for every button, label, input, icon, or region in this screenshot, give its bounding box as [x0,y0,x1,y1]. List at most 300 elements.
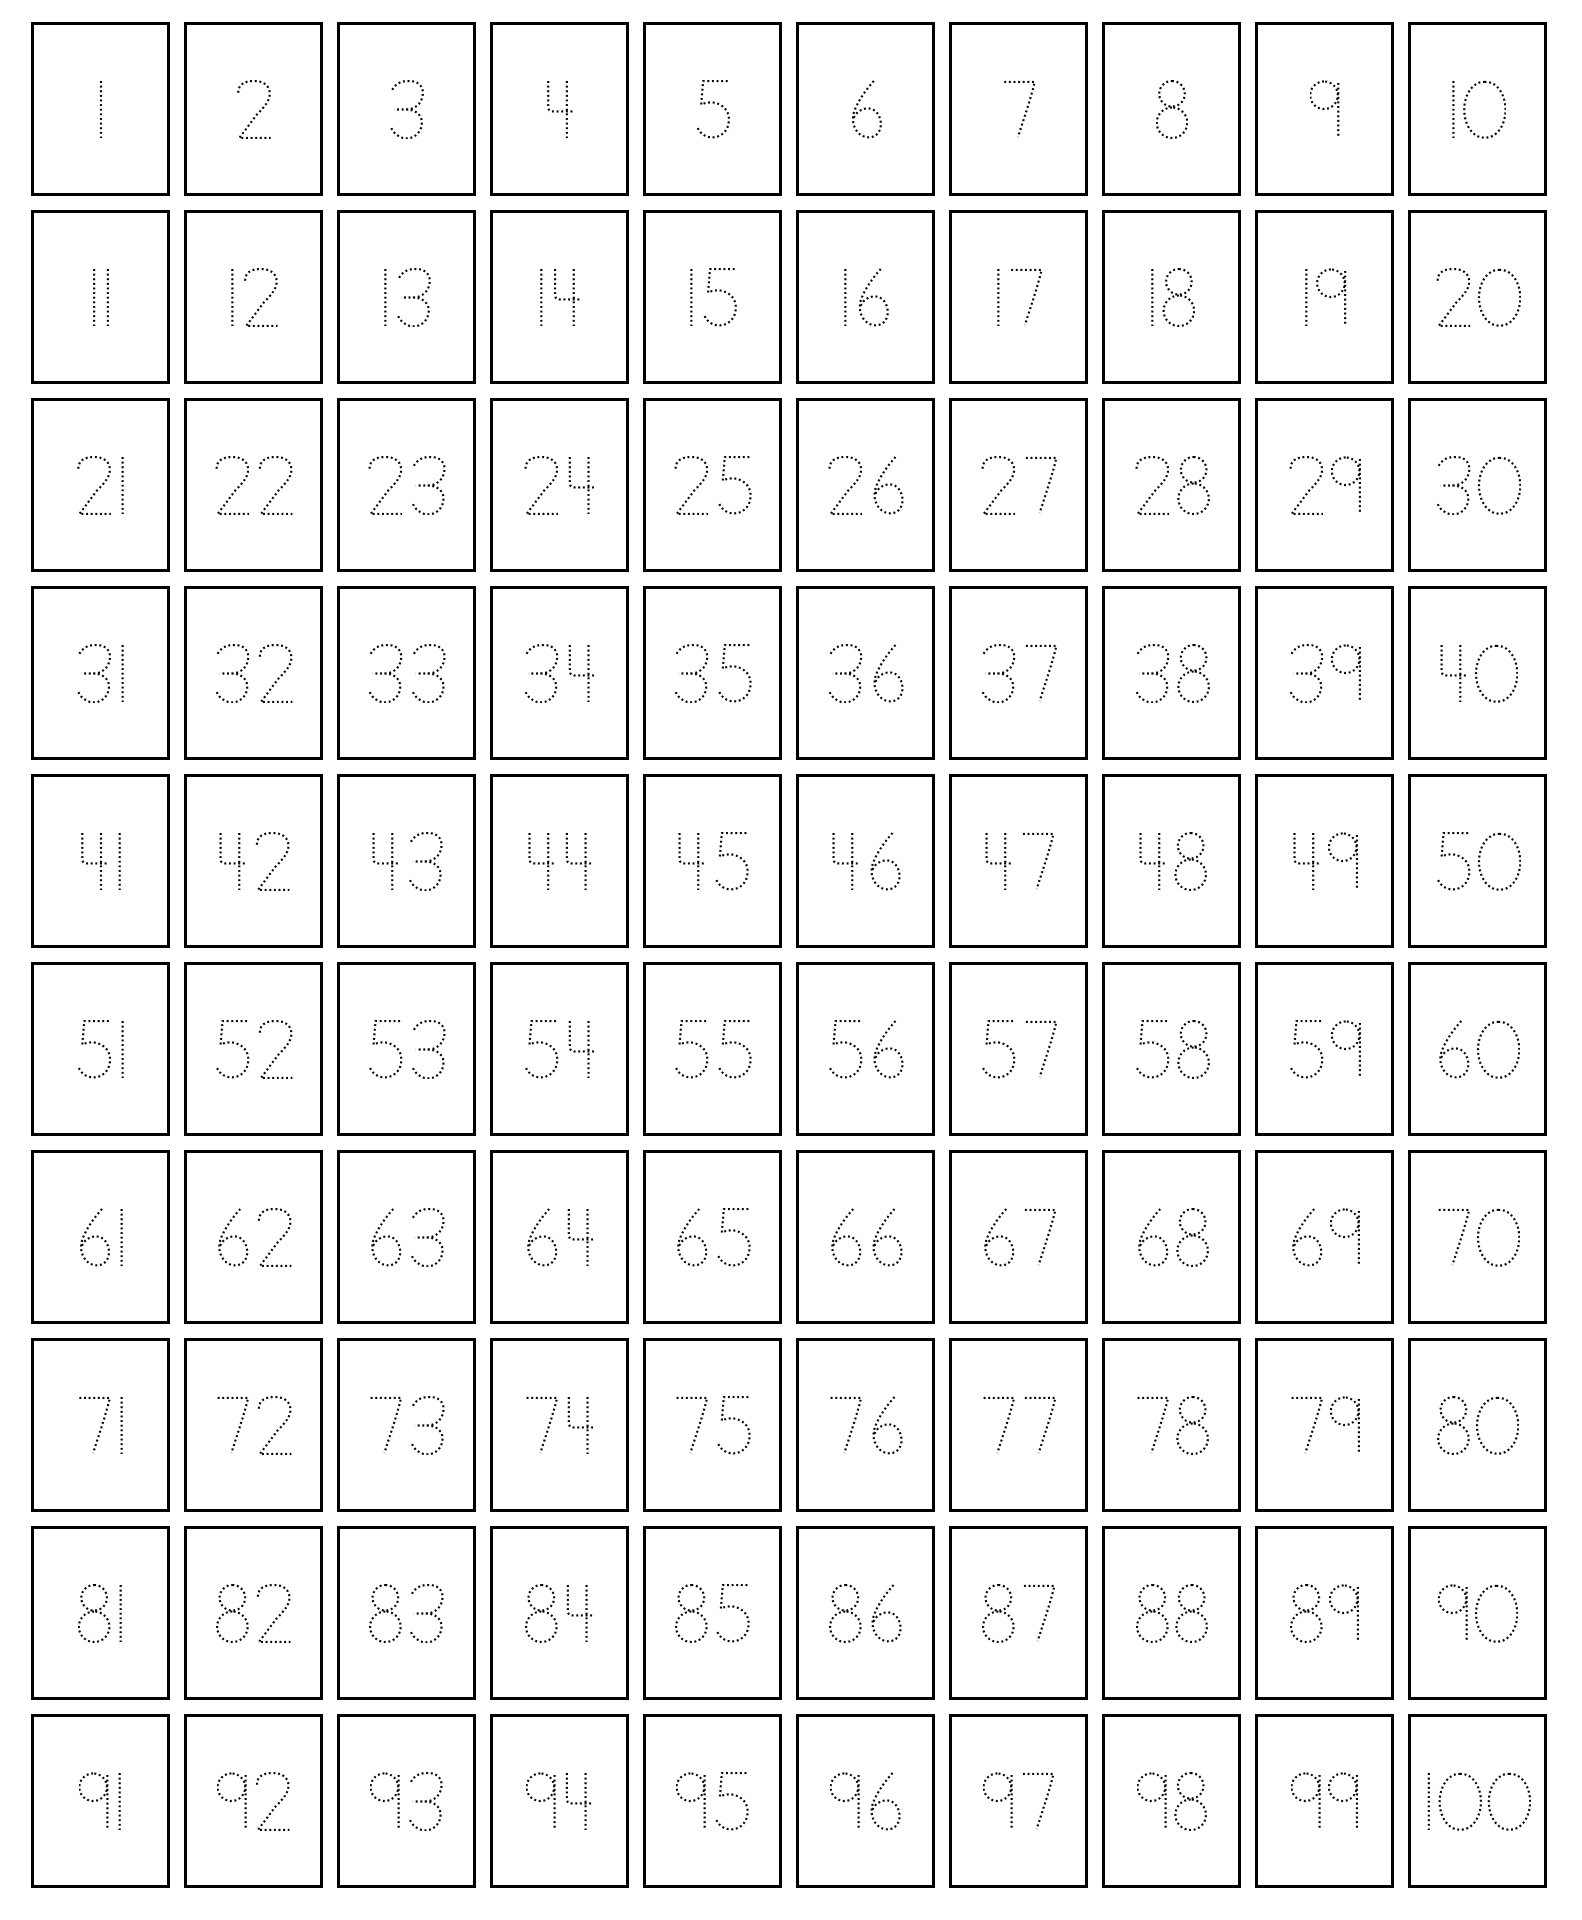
grid-cell [1102,22,1241,196]
grid-cell [31,1150,170,1324]
dotted-digit-4 [568,1208,595,1265]
traceable-number [526,1772,594,1831]
traceable-number [1436,1020,1520,1079]
dotted-digit-8 [1156,80,1186,137]
traceable-number [1450,80,1506,139]
dotted-digit-9 [983,1773,1011,1830]
dotted-digit-9 [1331,457,1359,514]
dotted-digit-2 [259,456,291,513]
dotted-digit-7 [1024,1209,1054,1264]
traceable-number [217,1772,291,1831]
dotted-digit-5 [525,1020,557,1076]
traceable-number [688,268,738,327]
traceable-number [1435,268,1521,327]
dotted-digit-7 [217,1397,247,1452]
dotted-digit-3 [409,1772,441,1829]
dotted-digit-3 [412,456,444,513]
traceable-number [214,1020,294,1079]
dotted-digit-7 [526,1397,556,1452]
dotted-digit-3 [412,1020,444,1077]
grid-cell [184,962,323,1136]
dotted-digit-8 [526,1584,556,1641]
dotted-digit-4 [220,832,247,889]
dotted-digit-4 [373,832,400,889]
grid-cell [490,1714,629,1888]
traceable-number [367,456,447,515]
dotted-digit-5 [369,1020,401,1076]
dotted-digit-7 [1291,1397,1321,1452]
traceable-number [842,268,890,327]
dotted-digit-0 [1439,1773,1480,1829]
grid-cell [490,1526,629,1700]
traceable-number [368,1208,446,1267]
traceable-number [1137,832,1207,891]
dotted-digit-3 [411,1208,443,1265]
dotted-digit-2 [675,456,707,513]
traceable-number [1425,1772,1531,1831]
grid-cell [796,774,935,948]
traceable-number [673,1020,753,1079]
dotted-digit-2 [259,644,291,701]
grid-cell [1102,1150,1241,1324]
dotted-digit-3 [829,644,861,701]
traceable-number [91,268,111,327]
traceable-number [981,1396,1057,1455]
grid-cell [184,774,323,948]
dotted-digit-4 [555,268,582,325]
traceable-number [674,1396,752,1455]
dotted-digit-2 [525,456,557,513]
dotted-digit-3 [391,80,423,137]
grid-cell [1255,962,1394,1136]
dotted-digit-4 [82,832,109,889]
dotted-digit-5 [717,1396,749,1452]
dotted-digit-4 [566,1772,593,1829]
grid-cell [949,1150,1088,1324]
traceable-number [229,268,279,327]
dotted-digit-8 [1178,456,1208,513]
traceable-number [1436,1208,1520,1267]
grid-cell [1255,22,1394,196]
dotted-digit-5 [829,1020,861,1076]
dotted-digit-8 [1175,832,1205,889]
traceable-number [849,80,883,139]
dotted-digit-5 [1437,832,1469,888]
traceable-number [673,644,753,703]
traceable-number [695,80,731,139]
traceable-number [676,832,750,891]
dotted-digit-7 [1024,1397,1054,1452]
grid-cell [31,22,170,196]
dotted-digit-6 [873,1208,901,1264]
traceable-number [215,1208,293,1267]
dotted-digit-5 [1290,1020,1322,1076]
traceable-number [827,456,905,515]
traceable-number [236,80,272,139]
dotted-digit-8 [217,1584,247,1641]
grid-cell [1408,1150,1547,1324]
dotted-digit-7 [1011,269,1041,324]
traceable-number [1437,1396,1519,1455]
dotted-digit-8 [1178,644,1208,701]
traceable-number [830,1772,902,1831]
dotted-digit-2 [216,456,248,513]
dotted-digit-4 [529,832,556,889]
dotted-digit-2 [829,456,861,513]
grid-cell [490,398,629,572]
grid-cell [796,1714,935,1888]
traceable-number [1435,832,1521,891]
dotted-digit-4 [986,832,1013,889]
dotted-digit-2 [258,1396,290,1453]
grid-cell [184,1714,323,1888]
dotted-digit-3 [525,644,557,701]
grid-cell [490,210,629,384]
traceable-number [545,80,575,139]
grid-cell [1102,1338,1241,1512]
traceable-number [980,456,1058,515]
dotted-digit-9 [1310,81,1338,138]
traceable-number [1137,1772,1207,1831]
dotted-digit-2 [369,456,401,513]
dotted-digit-7 [1137,1397,1167,1452]
grid-cell [184,398,323,572]
dotted-digit-4 [1294,832,1321,889]
dotted-digit-6 [372,1208,400,1264]
dotted-digit-4 [548,80,575,137]
grid-cell [184,586,323,760]
dotted-digit-6 [874,1020,902,1076]
traceable-number [980,1020,1058,1079]
traceable-number [1135,1208,1209,1267]
traceable-number [367,644,447,703]
traceable-number [523,456,597,515]
dotted-digit-3 [78,644,110,701]
dotted-digit-7 [370,1397,400,1452]
grid-cell [1255,1338,1394,1512]
dotted-digit-8 [1177,1396,1207,1453]
traceable-number [370,832,444,891]
dotted-digit-2 [259,1020,291,1077]
grid-cell [949,1714,1088,1888]
dotted-digit-5 [718,644,750,700]
traceable-number [369,1584,445,1643]
dotted-digit-6 [1440,1020,1468,1076]
dotted-digit-2 [238,80,270,137]
dotted-digit-0 [1476,645,1517,701]
grid-cell [1255,1150,1394,1324]
grid-cell [1102,210,1241,384]
grid-cell [31,586,170,760]
traceable-number [982,1584,1056,1643]
grid-cell [1255,1714,1394,1888]
dotted-digit-6 [1139,1208,1167,1264]
traceable-number [76,644,126,703]
dotted-digit-2 [256,1772,288,1829]
dotted-digit-3 [398,268,430,325]
grid-cell [1408,962,1547,1136]
grid-cell [1408,210,1547,384]
traceable-number [1291,1772,1359,1831]
traceable-number [217,832,291,891]
dotted-digit-3 [1437,456,1469,513]
dotted-digit-0 [1479,833,1520,889]
grid-cell [337,1150,476,1324]
traceable-number [214,456,294,515]
grid-cell [184,1526,323,1700]
grid-cell [643,962,782,1136]
dotted-digit-7 [79,1397,109,1452]
dotted-digit-8 [676,1584,706,1641]
dotted-digit-8 [370,1584,400,1641]
grid-cell [31,962,170,1136]
dotted-digit-2 [78,456,110,513]
grid-cell [796,1338,935,1512]
dotted-digit-3 [1290,644,1322,701]
traceable-number [526,832,594,891]
grid-cell [643,210,782,384]
dotted-digit-9 [79,1773,107,1830]
grid-cell [796,1150,935,1324]
dotted-digit-3 [1136,644,1168,701]
traceable-number [77,1396,125,1455]
grid-cell [1255,210,1394,384]
dotted-digit-7 [1022,1773,1052,1828]
dotted-digit-9 [1330,1209,1358,1266]
dotted-digit-7 [830,1397,860,1452]
grid-cell [490,1150,629,1324]
traceable-number [214,644,294,703]
dotted-digit-4 [567,1584,594,1641]
dotted-digit-7 [1004,81,1034,136]
traceable-number [525,1584,595,1643]
traceable-number [981,1208,1057,1267]
dotted-digit-5 [718,1020,750,1076]
dotted-digit-9 [676,1773,704,1830]
grid-cell [184,22,323,196]
dotted-digit-9 [1291,1773,1319,1830]
grid-cell [337,398,476,572]
dotted-digit-6 [678,1208,706,1264]
traceable-number [995,268,1043,327]
dotted-digit-8 [1178,1020,1208,1077]
traceable-number [1289,1208,1361,1267]
dotted-digit-4 [679,832,706,889]
traceable-number [1134,456,1210,515]
dotted-digit-4 [568,1396,595,1453]
dotted-digit-6 [873,1396,901,1452]
traceable-number [78,1584,124,1643]
grid-cell [643,398,782,572]
grid-cell [184,1338,323,1512]
grid-cell [796,398,935,572]
dotted-digit-5 [78,1020,110,1076]
grid-cell [949,586,1088,760]
grid-cell [31,774,170,948]
traceable-number [1149,268,1195,327]
dotted-digit-5 [715,832,747,888]
grid-cell [337,1526,476,1700]
dotted-digit-2 [1136,456,1168,513]
dotted-digit-7 [1025,1021,1055,1076]
traceable-number [76,1020,126,1079]
dotted-digit-6 [874,644,902,700]
dotted-digit-7 [676,1397,706,1452]
traceable-number [1303,268,1347,327]
dotted-digit-5 [715,1772,747,1828]
grid-cell [1102,586,1241,760]
traceable-number [1310,80,1340,139]
grid-cell [31,1526,170,1700]
dotted-digit-6 [985,1208,1013,1264]
grid-cell [1408,586,1547,760]
traceable-number [1435,456,1521,515]
dotted-digit-3 [369,644,401,701]
grid-cell [490,586,629,760]
grid-cell [490,774,629,948]
dotted-digit-9 [1328,1773,1356,1830]
dotted-digit-4 [569,644,596,701]
grid-cell [337,774,476,948]
dotted-digit-9 [1328,833,1356,890]
traceable-number [368,1396,446,1455]
grid-cell [1102,1714,1241,1888]
dotted-digit-5 [1136,1020,1168,1076]
dotted-digit-3 [411,1396,443,1453]
grid-cell [1102,398,1241,572]
traceable-number [382,268,432,327]
grid-cell [337,962,476,1136]
dotted-digit-3 [410,1584,442,1641]
grid-cell [1255,398,1394,572]
grid-cell [1255,586,1394,760]
grid-cell [643,586,782,760]
dotted-digit-2 [258,1208,290,1265]
dotted-digit-2 [256,832,288,889]
traceable-number [675,1584,751,1643]
traceable-number [524,1208,596,1267]
dotted-digit-0 [1476,1585,1517,1641]
traceable-number [1002,80,1036,139]
traceable-number [1290,1584,1360,1643]
traceable-number [367,1020,447,1079]
dotted-digit-4 [1140,832,1167,889]
dotted-digit-7 [1438,1209,1468,1264]
dotted-digit-8 [78,1584,108,1641]
dotted-digit-3 [409,832,441,889]
traceable-number [1289,1396,1361,1455]
traceable-number [79,832,123,891]
dotted-digit-6 [871,832,899,888]
traceable-number [1135,1396,1209,1455]
dotted-digit-9 [1330,1397,1358,1454]
dotted-digit-5 [717,1208,749,1264]
dotted-digit-9 [830,1773,858,1830]
dotted-digit-6 [871,1772,899,1828]
dotted-digit-9 [1331,1021,1359,1078]
dotted-digit-6 [874,456,902,512]
grid-cell [184,1150,323,1324]
traceable-number [77,1208,125,1267]
dotted-digit-3 [675,644,707,701]
dotted-digit-8 [1291,1584,1321,1641]
dotted-digit-9 [1137,1773,1165,1830]
grid-cell [1255,1526,1394,1700]
grid-cell [337,210,476,384]
grid-cell [796,22,935,196]
dotted-digit-8 [1438,1396,1468,1453]
traceable-number [1288,644,1362,703]
dotted-digit-5 [697,80,729,136]
dotted-digit-6 [859,268,887,324]
grid-cell [31,1338,170,1512]
dotted-digit-8 [983,1584,1013,1641]
dotted-digit-6 [852,80,880,136]
dotted-digit-8 [1175,1772,1205,1829]
grid-cell [643,774,782,948]
dotted-digit-6 [219,1208,247,1264]
grid-cell [337,586,476,760]
traceable-number [980,644,1058,703]
dotted-digit-5 [704,268,736,324]
grid-cell [643,1150,782,1324]
grid-cell [643,1526,782,1700]
dotted-digit-5 [216,1020,248,1076]
grid-cell [949,398,1088,572]
traceable-number [827,1020,905,1079]
dotted-digit-7 [1025,645,1055,700]
grid-cell [796,962,935,1136]
dotted-digit-4 [566,832,593,889]
traceable-number [1156,80,1188,139]
traceable-number [1438,1584,1518,1643]
dotted-digit-9 [217,1773,245,1830]
dotted-digit-0 [1488,1773,1529,1829]
dotted-digit-2 [1290,456,1322,513]
dotted-digit-6 [872,1584,900,1640]
dotted-digit-3 [412,644,444,701]
dotted-digit-3 [982,644,1014,701]
dotted-digit-7 [983,1397,1013,1452]
dotted-digit-5 [675,1020,707,1076]
traceable-number [76,456,126,515]
grid-cell [1102,1526,1241,1700]
traceable-number [1134,644,1210,703]
dotted-digit-0 [1479,269,1520,325]
traceable-number [983,1772,1055,1831]
grid-cell [31,398,170,572]
traceable-number [827,644,905,703]
dotted-digit-7 [1025,457,1055,512]
dotted-digit-8 [1176,1584,1206,1641]
grid-cell [490,962,629,1136]
traceable-number [1136,1584,1208,1643]
dotted-digit-9 [526,1773,554,1830]
grid-cell [1408,1338,1547,1512]
grid-cell [1102,962,1241,1136]
dotted-digit-0 [1464,81,1505,137]
dotted-digit-9 [1317,269,1345,326]
dotted-digit-4 [1441,644,1468,701]
dotted-digit-0 [1478,1021,1519,1077]
grid-cell [1408,774,1547,948]
traceable-number [1438,644,1518,703]
dotted-digit-9 [1438,1585,1466,1642]
dotted-digit-2 [257,1584,289,1641]
dotted-digit-2 [1437,268,1469,325]
grid-cell [31,210,170,384]
dotted-digit-4 [569,456,596,513]
